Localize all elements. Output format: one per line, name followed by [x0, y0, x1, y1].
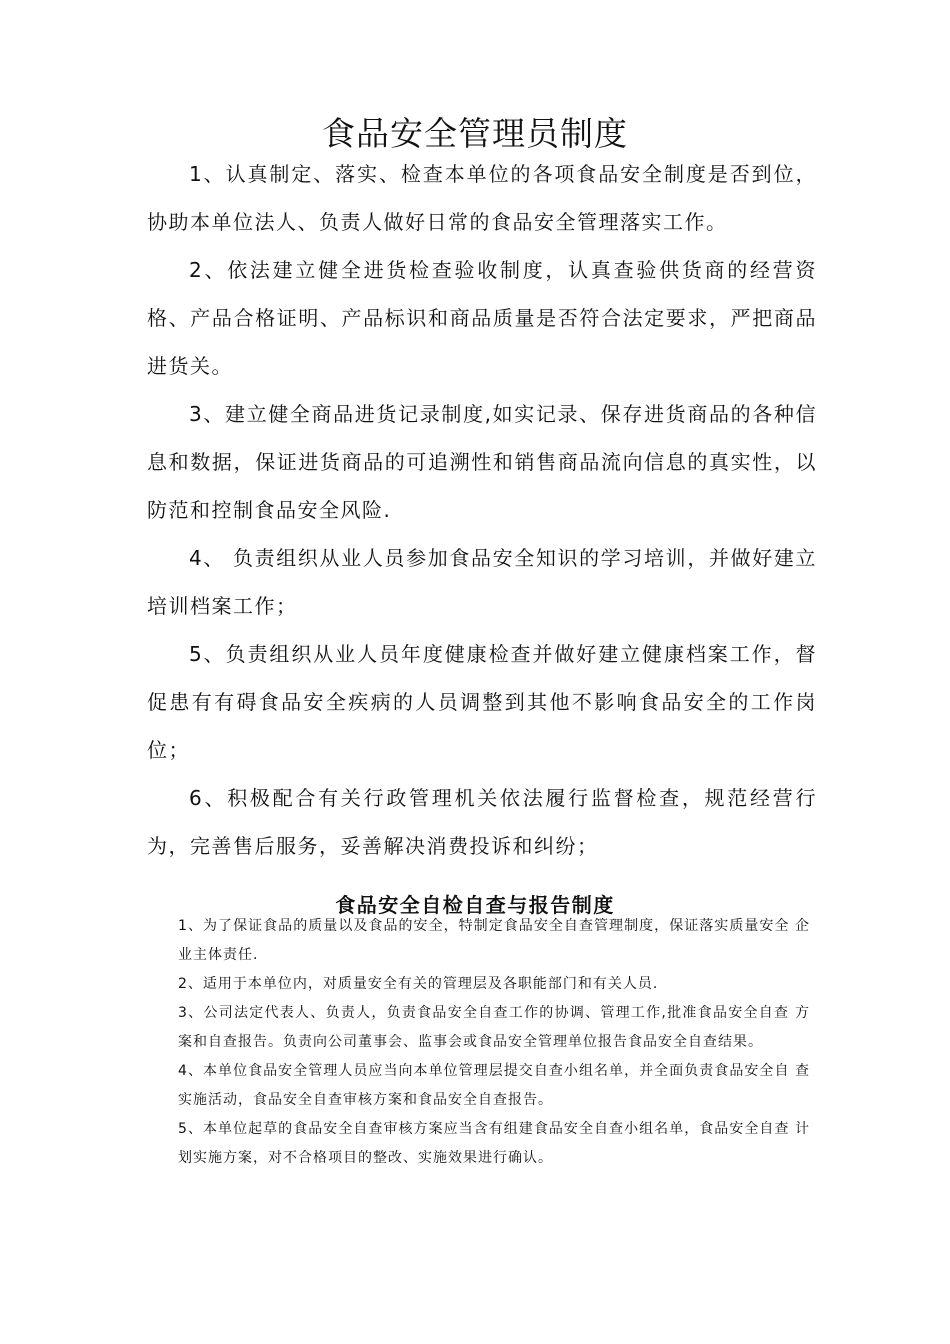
admin-duties-section — [147, 150, 817, 870]
self-inspection-title: 食品安全自检自查与报告制度 — [335, 892, 615, 917]
duty-paragraph-5: 5、负责组织从业人员年度健康检查并做好建立健康档案工作，督促患有有碍食品安全疾病的人员调整到其他不影响食品安全的工作岗位； — [147, 642, 817, 762]
inspection-paragraph-2: 2、适用于本单位内，对质量安全有关的管理层及各职能部门和有关人员. — [178, 976, 659, 992]
duty-paragraph-2: 2、依法建立健全进货检查验收制度，认真查验供货商的经营资格、产品合格证明、产品标识和商品质量是否符合法定要求，严把商品进货关。 — [147, 258, 817, 378]
duty-paragraph-6: 6、积极配合有关行政管理机关依法履行监督检查，规范经营行为，完善售后服务，妥善解决消费投诉和纠纷； — [147, 786, 817, 858]
inspection-paragraph-1: 1、为了保证食品的质量以及食品的安全，特制定食品安全自查管理制度，保证落实质量安全 企业主体责任. — [178, 918, 810, 963]
duty-paragraph-3: 3、建立健全商品进货记录制度,如实记录、保存进货商品的各种信息和数据，保证进货商品的可追溯性和销售商品流向信息的真实性，以防范和控制食品安全风险. — [147, 402, 817, 522]
inspection-paragraph-3: 3、公司法定代表人、负责人，负责食品安全自查工作的协调、管理工作,批准食品安全自查 方案和自查报告。负责向公司董事会、监事会或食品安全管理单位报告食品安全自查结果。 — [178, 1005, 810, 1050]
inspection-paragraph-4: 4、本单位食品安全管理人员应当向本单位管理层提交自查小组名单，并全面负责食品安全自 查实施活动，食品安全自查审核方案和食品安全自查报告。 — [178, 1063, 810, 1108]
self-inspection-section — [178, 912, 810, 1173]
duty-paragraph-4: 4、 负责组织从业人员参加食品安全知识的学习培训，并做好建立培训档案工作； — [147, 546, 817, 618]
page-title: 食品安全管理员制度 — [322, 114, 628, 154]
inspection-paragraph-5: 5、本单位起草的食品安全自查审核方案应当含有组建食品安全自查小组名单，食品安全自查 计划实施方案，对不合格项目的整改、实施效果进行确认。 — [178, 1121, 810, 1166]
duty-paragraph-1: 1、认真制定、落实、检查本单位的各项食品安全制度是否到位，协助本单位法人、负责人做好日常的食品安全管理落实工作。 — [147, 162, 817, 234]
